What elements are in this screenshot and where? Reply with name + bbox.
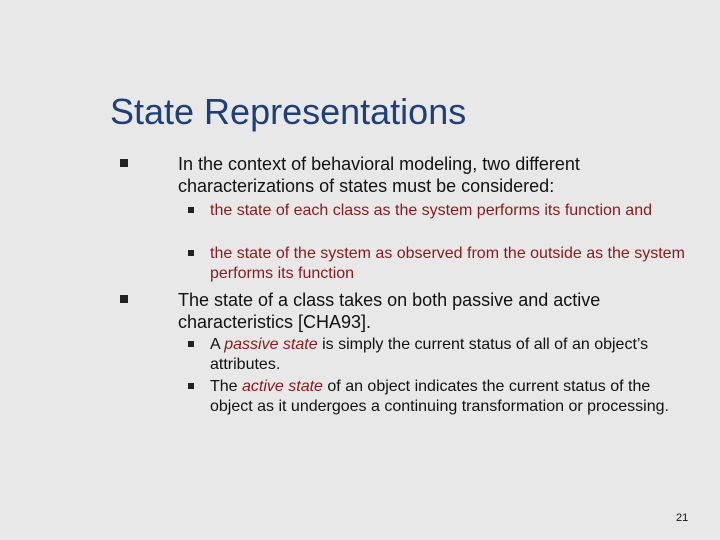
square-bullet-icon xyxy=(188,383,194,389)
square-bullet-icon xyxy=(188,250,194,256)
square-bullet-icon xyxy=(188,341,194,347)
subbullet-text-class-state: the state of each class as the system performs its function and xyxy=(210,202,652,219)
slide-title: State Representations xyxy=(110,91,467,132)
subbullet-text-active-state xyxy=(210,377,690,417)
active-prefix: The xyxy=(210,378,243,395)
passive-suffix: is simply the current status of all of an object’s attributes. xyxy=(210,336,649,373)
subbullet-text-passive-state xyxy=(210,335,690,375)
bullet-text-behavioral-modeling: In the context of behavioral modeling, two different characterizations of states must be considered: xyxy=(178,154,580,196)
square-bullet-icon xyxy=(188,207,194,213)
subbullet-text-system-state: the state of the system as observed from the outside as the system performs its function xyxy=(210,245,685,282)
passive-prefix: A xyxy=(210,336,225,353)
active-suffix: of an object indicates the current status of the object as it undergoes a continuing transformation or processing. xyxy=(210,378,669,415)
active-state-term: active state xyxy=(242,378,323,395)
square-bullet-icon xyxy=(120,159,128,167)
passive-state-term: passive state xyxy=(224,336,318,353)
page-number: 21 xyxy=(676,512,689,524)
square-bullet-icon xyxy=(120,295,128,303)
bullet-text-passive-active: The state of a class takes on both passive and active characteristics [CHA93]. xyxy=(178,290,601,332)
